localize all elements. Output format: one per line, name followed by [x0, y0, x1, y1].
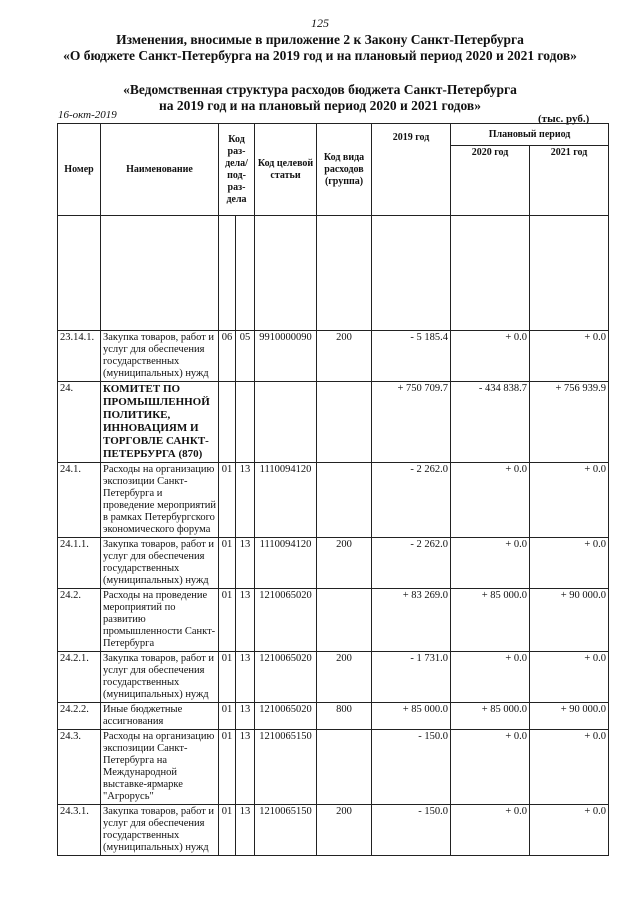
header-2019: 2019 год: [372, 124, 451, 216]
header-type-code: Код вида расходов (группа): [317, 124, 372, 216]
document-title: [0, 32, 640, 64]
row-type-code: [317, 382, 372, 463]
row-subsection-code: [236, 382, 255, 463]
row-amount-2020: - 434 838.7: [451, 382, 530, 463]
subtitle-line-2: на 2019 год и на плановый период 2020 и 2021 годов»: [159, 98, 481, 113]
row-subsection-code: 05: [236, 331, 255, 382]
header-number: Номер: [58, 124, 101, 216]
row-name: Иные бюджетные ассигнования: [101, 703, 219, 730]
row-amount-2021: + 90 000.0: [530, 589, 609, 652]
units-label: (тыс. руб.): [538, 113, 590, 125]
row-amount-2021: + 0.0: [530, 652, 609, 703]
row-subsection-code: 13: [236, 538, 255, 589]
row-type-code: 200: [317, 652, 372, 703]
table-row: [58, 589, 609, 652]
row-amount-2019: + 85 000.0: [372, 703, 451, 730]
row-type-code: 200: [317, 805, 372, 856]
header-target-code: Код целевой статьи: [255, 124, 317, 216]
row-number: 23.14.1.: [58, 331, 101, 382]
row-amount-2020: + 0.0: [451, 805, 530, 856]
row-target-code: 1110094120: [255, 538, 317, 589]
spacer-row: [58, 216, 609, 331]
title-line-2: «О бюджете Санкт-Петербурга на 2019 год и на плановый период 2020 и 2021 годов»: [63, 48, 577, 63]
row-section-code: 01: [219, 589, 236, 652]
row-amount-2021: + 0.0: [530, 463, 609, 538]
page-number: 125: [311, 16, 329, 30]
row-section-code: 01: [219, 805, 236, 856]
row-amount-2019: - 1 731.0: [372, 652, 451, 703]
row-amount-2021: + 0.0: [530, 538, 609, 589]
row-section-code: 01: [219, 703, 236, 730]
row-amount-2020: + 0.0: [451, 538, 530, 589]
row-subsection-code: 13: [236, 703, 255, 730]
row-name: Закупка товаров, работ и услуг для обеспечения государственных (муниципальных) нужд: [101, 805, 219, 856]
header-2021: 2021 год: [530, 146, 609, 216]
row-subsection-code: 13: [236, 730, 255, 805]
row-amount-2020: + 85 000.0: [451, 703, 530, 730]
row-type-code: [317, 589, 372, 652]
row-target-code: 1210065020: [255, 652, 317, 703]
row-amount-2021: + 0.0: [530, 730, 609, 805]
row-name: Закупка товаров, работ и услуг для обеспечения государственных (муниципальных) нужд: [101, 538, 219, 589]
row-number: 24.2.2.: [58, 703, 101, 730]
row-target-code: 1210065020: [255, 703, 317, 730]
row-amount-2019: - 2 262.0: [372, 538, 451, 589]
header-name: Наименование: [101, 124, 219, 216]
row-type-code: [317, 463, 372, 538]
row-name: КОМИТЕТ ПО ПРОМЫШЛЕННОЙ ПОЛИТИКЕ, ИННОВАЦИЯМ И ТОРГОВЛЕ САНКТ-ПЕТЕРБУРГА (870): [101, 382, 219, 463]
row-type-code: 200: [317, 331, 372, 382]
row-name: Расходы на организацию экспозиции Санкт-Петербурга и проведение мероприятий в рамках Петербургского экономического форума: [101, 463, 219, 538]
row-target-code: 1110094120: [255, 463, 317, 538]
row-number: 24.3.1.: [58, 805, 101, 856]
row-section-code: [219, 382, 236, 463]
row-number: 24.1.1.: [58, 538, 101, 589]
row-amount-2019: + 83 269.0: [372, 589, 451, 652]
row-section-code: 01: [219, 730, 236, 805]
row-amount-2019: - 2 262.0: [372, 463, 451, 538]
row-name: Закупка товаров, работ и услуг для обеспечения государственных (муниципальных) нужд: [101, 331, 219, 382]
row-number: 24.2.: [58, 589, 101, 652]
row-section-code: 01: [219, 538, 236, 589]
row-number: 24.3.: [58, 730, 101, 805]
row-amount-2020: + 0.0: [451, 463, 530, 538]
table-row: [58, 382, 609, 463]
row-amount-2019: - 150.0: [372, 730, 451, 805]
header-section-code: Код раз-дела/ под-раз-дела: [219, 124, 255, 216]
row-subsection-code: 13: [236, 463, 255, 538]
table-row: [58, 730, 609, 805]
row-target-code: 1210065020: [255, 589, 317, 652]
table-row: [58, 805, 609, 856]
row-type-code: 200: [317, 538, 372, 589]
row-amount-2020: + 0.0: [451, 730, 530, 805]
document-date: 16-окт-2019: [58, 109, 117, 121]
row-type-code: [317, 730, 372, 805]
table-row: [58, 331, 609, 382]
header-2020: 2020 год: [451, 146, 530, 216]
row-subsection-code: 13: [236, 805, 255, 856]
row-number: 24.2.1.: [58, 652, 101, 703]
row-amount-2021: + 0.0: [530, 331, 609, 382]
row-amount-2019: + 750 709.7: [372, 382, 451, 463]
row-section-code: 01: [219, 652, 236, 703]
table-row: [58, 463, 609, 538]
expenditure-table: [57, 123, 609, 856]
row-amount-2020: + 0.0: [451, 652, 530, 703]
table-row: [58, 652, 609, 703]
row-target-code: 1210065150: [255, 805, 317, 856]
subtitle-line-1: «Ведомственная структура расходов бюджета Санкт-Петербурга: [123, 82, 517, 97]
row-name: Расходы на проведение мероприятий по развитию промышленности Санкт-Петербурга: [101, 589, 219, 652]
row-amount-2021: + 0.0: [530, 805, 609, 856]
row-amount-2019: - 5 185.4: [372, 331, 451, 382]
row-number: 24.1.: [58, 463, 101, 538]
row-amount-2021: + 90 000.0: [530, 703, 609, 730]
row-amount-2021: + 756 939.9: [530, 382, 609, 463]
row-amount-2019: - 150.0: [372, 805, 451, 856]
row-type-code: 800: [317, 703, 372, 730]
row-section-code: 01: [219, 463, 236, 538]
row-target-code: 1210065150: [255, 730, 317, 805]
row-target-code: [255, 382, 317, 463]
table-row: [58, 538, 609, 589]
row-name: Расходы на организацию экспозиции Санкт-Петербурга на Международной выставке-ярмарке "Агрорусь": [101, 730, 219, 805]
row-section-code: 06: [219, 331, 236, 382]
row-number: 24.: [58, 382, 101, 463]
row-name: Закупка товаров, работ и услуг для обеспечения государственных (муниципальных) нужд: [101, 652, 219, 703]
row-amount-2020: + 0.0: [451, 331, 530, 382]
title-line-1: Изменения, вносимые в приложение 2 к Закону Санкт-Петербурга: [116, 32, 524, 47]
header-plan-period: Плановый период: [451, 124, 609, 146]
table-row: [58, 703, 609, 730]
row-amount-2020: + 85 000.0: [451, 589, 530, 652]
row-subsection-code: 13: [236, 652, 255, 703]
row-target-code: 9910000090: [255, 331, 317, 382]
row-subsection-code: 13: [236, 589, 255, 652]
